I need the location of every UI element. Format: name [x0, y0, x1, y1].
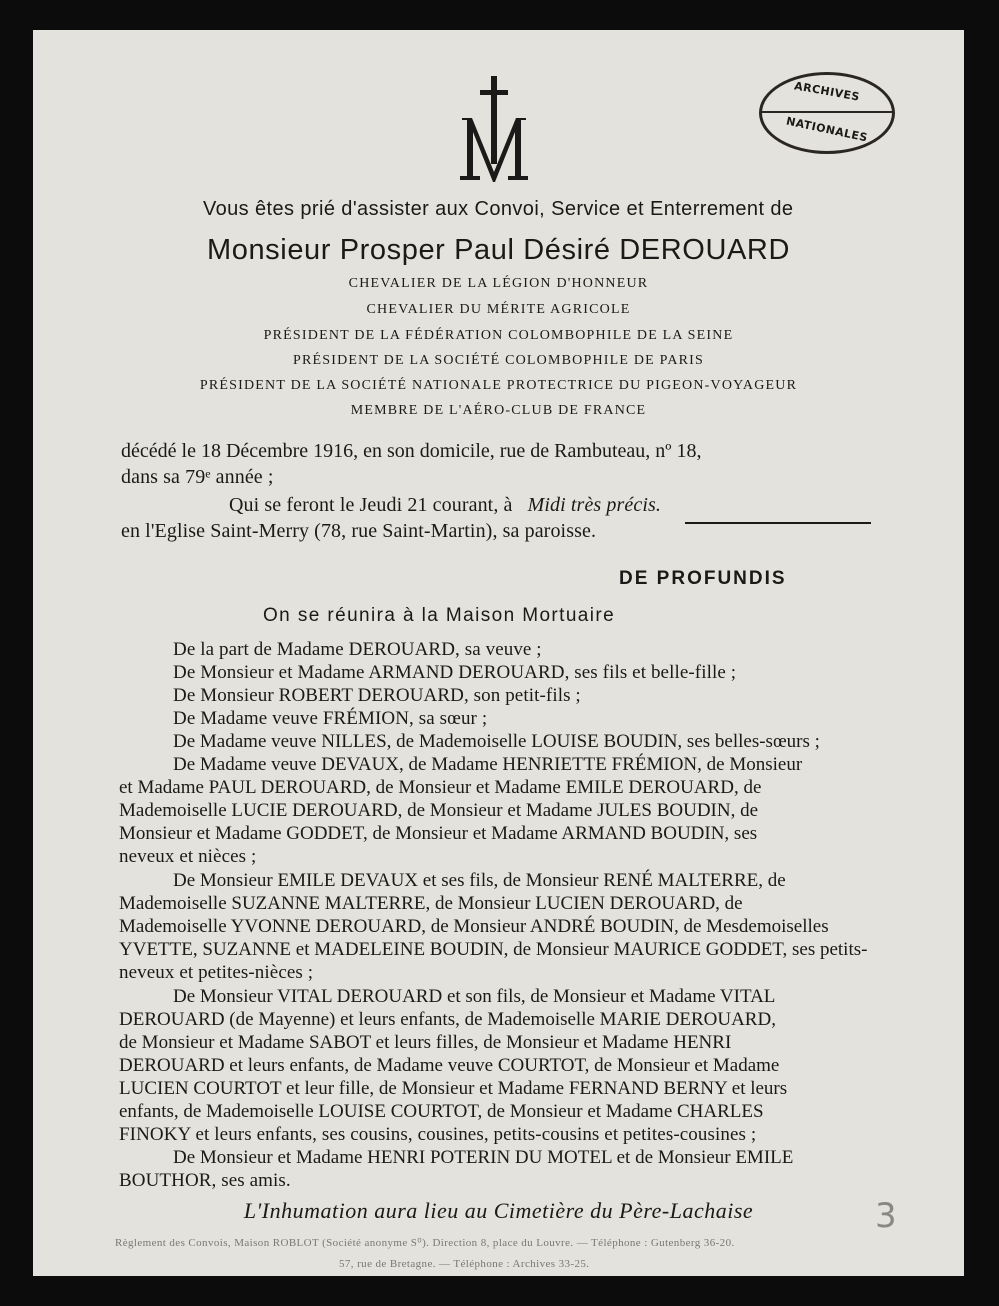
family-line: enfants, de Mademoiselle LOUISE COURTOT, de Monsieur et Madame CHARLES	[119, 1101, 764, 1122]
family-line: De la part de Madame DEROUARD, sa veuve ;	[173, 639, 542, 660]
service-time: Midi très précis.	[527, 494, 661, 516]
deceased-name: Monsieur Prosper Paul Désiré DEROUARD	[206, 234, 791, 266]
family-line: De Monsieur ROBERT DEROUARD, son petit-fils ;	[173, 685, 581, 706]
family-line: De Madame veuve DEVAUX, de Madame HENRIETTE FRÉMION, de Monsieur	[173, 754, 803, 775]
death-details-line: décédé le 18 Décembre 1916, en son domicile, rue de Rambuteau, nº 18,	[121, 440, 702, 462]
archives-stamp	[759, 72, 895, 154]
family-line: Monsieur et Madame GODDET, de Monsieur et Madame ARMAND BOUDIN, ses	[119, 823, 758, 844]
family-line: BOUTHOR, ses amis.	[119, 1170, 291, 1191]
stamp-bottom-text: NATIONALES	[785, 114, 869, 145]
printer-footer-line: Règlement des Convois, Maison ROBLOT (Société anonyme S⁰). Direction 8, place du Louvre. — Téléphone : Gutenberg 36-20.	[115, 1237, 735, 1249]
family-line: De Madame veuve FRÉMION, sa sœur ;	[173, 708, 488, 729]
title-line: CHEVALIER DU MÉRITE AGRICOLE	[366, 302, 631, 317]
family-line: De Madame veuve NILLES, de Mademoiselle LOUISE BOUDIN, ses belles-sœurs ;	[173, 731, 820, 752]
family-line: De Monsieur et Madame HENRI POTERIN DU MOTEL et de Monsieur EMILE	[173, 1147, 794, 1168]
title-line: PRÉSIDENT DE LA SOCIÉTÉ NATIONALE PROTECTRICE DU PIGEON-VOYAGEUR	[199, 378, 798, 393]
invitation-intro: Vous êtes prié d'assister aux Convoi, Service et Enterrement de	[203, 198, 794, 220]
family-line: de Monsieur et Madame SABOT et leurs filles, de Monsieur et Madame HENRI	[119, 1032, 732, 1053]
page-number: 3	[875, 1196, 897, 1236]
family-line: DEROUARD (de Mayenne) et leurs enfants, de Mademoiselle MARIE DEROUARD,	[119, 1009, 776, 1030]
family-line: neveux et petites-nièces ;	[119, 962, 314, 983]
family-line: DEROUARD et leurs enfants, de Madame veuve COURTOT, de Monsieur et Madame	[119, 1055, 780, 1076]
cross-monogram-icon	[458, 76, 530, 184]
death-age-line: dans sa 79ᵉ année ;	[121, 466, 274, 488]
printer-footer-line: 57, rue de Bretagne. — Téléphone : Archives 33-25.	[339, 1258, 590, 1270]
de-profundis-heading: DE PROFUNDIS	[619, 568, 787, 589]
family-line: FINOKY et leurs enfants, ses cousins, cousines, petits-cousins et petites-cousines ;	[119, 1124, 757, 1145]
church-line: en l'Eglise Saint-Merry (78, rue Saint-Martin), sa paroisse.	[121, 520, 597, 542]
family-line: Mademoiselle YVONNE DEROUARD, de Monsieur ANDRÉ BOUDIN, de Mesdemoiselles	[119, 916, 829, 937]
family-line: YVETTE, SUZANNE et MADELEINE BOUDIN, de Monsieur MAURICE GODDET, ses petits-	[119, 939, 868, 960]
stamp-top-text: ARCHIVES	[793, 79, 861, 104]
family-line: LUCIEN COURTOT et leur fille, de Monsieur et Madame FERNAND BERNY et leurs	[119, 1078, 788, 1099]
title-line: CHEVALIER DE LA LÉGION D'HONNEUR	[348, 276, 649, 291]
family-line: Mademoiselle SUZANNE MALTERRE, de Monsieur LUCIEN DEROUARD, de	[119, 893, 743, 914]
family-line: Mademoiselle LUCIE DEROUARD, de Monsieur et Madame JULES BOUDIN, de	[119, 800, 759, 821]
reunion-heading: On se réunira à la Maison Mortuaire	[263, 605, 616, 626]
family-line: De Monsieur EMILE DEVAUX et ses fils, de Monsieur RENÉ MALTERRE, de	[173, 870, 786, 891]
document-page	[33, 30, 964, 1276]
time-underline	[685, 522, 871, 524]
family-line: De Monsieur et Madame ARMAND DEROUARD, ses fils et belle-fille ;	[173, 662, 737, 683]
title-line: PRÉSIDENT DE LA FÉDÉRATION COLOMBOPHILE DE LA SEINE	[263, 328, 734, 343]
burial-notice: L'Inhumation aura lieu au Cimetière du Père-Lachaise	[243, 1198, 754, 1223]
family-line: De Monsieur VITAL DEROUARD et son fils, de Monsieur et Madame VITAL	[173, 986, 776, 1007]
title-line: PRÉSIDENT DE LA SOCIÉTÉ COLOMBOPHILE DE PARIS	[292, 353, 705, 368]
service-text: Qui se feront le Jeudi 21 courant, à	[229, 494, 513, 516]
family-line: neveux et nièces ;	[119, 846, 257, 867]
family-line: et Madame PAUL DEROUARD, de Monsieur et Madame EMILE DEROUARD, de	[119, 777, 762, 798]
title-line: MEMBRE DE L'AÉRO-CLUB DE FRANCE	[350, 403, 647, 418]
service-line	[229, 494, 871, 517]
